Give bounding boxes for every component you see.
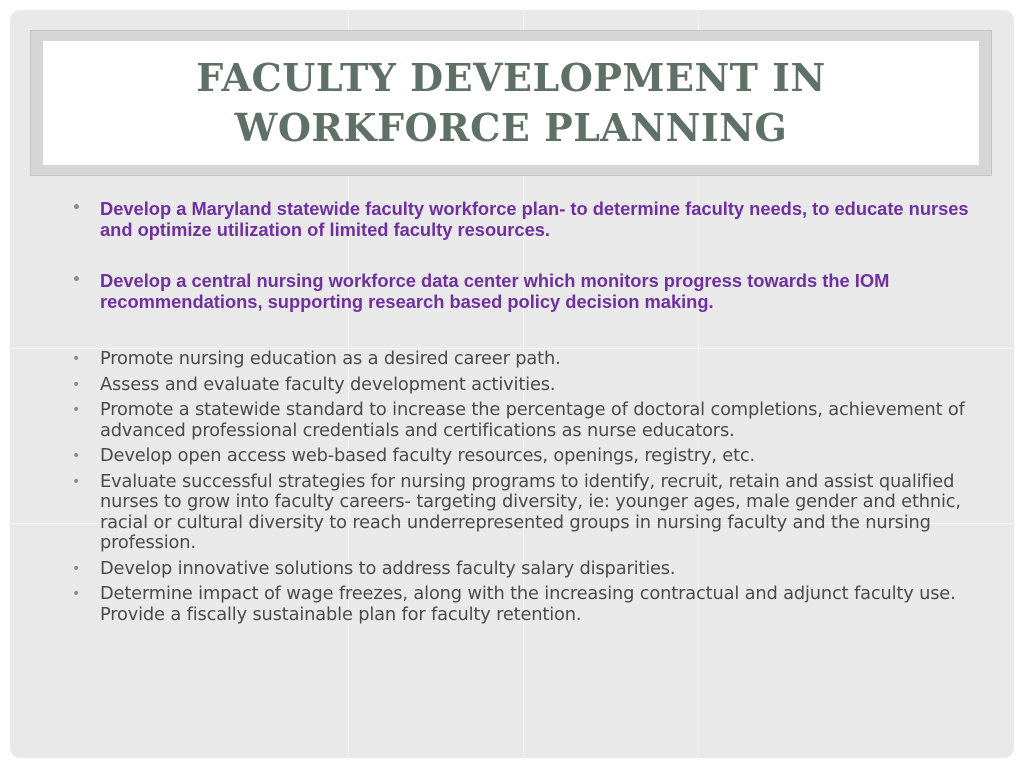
- title-box: [43, 41, 979, 165]
- secondary-bullet-item: [70, 400, 980, 441]
- slide-title-line-2: WORKFORCE PLANNING: [234, 105, 788, 150]
- bullet-icon: •: [72, 376, 81, 393]
- slide-content: [70, 198, 980, 630]
- secondary-bullet-item: [70, 349, 980, 370]
- primary-bullet-list: [70, 198, 980, 312]
- secondary-bullet-text: Assess and evaluate faculty development activities.: [100, 373, 556, 395]
- primary-bullet-item: [70, 270, 980, 312]
- secondary-bullet-text: Determine impact of wage freezes, along with the increasing contractual and adjunct faculty use. Provide a fiscally sustainable plan for faculty retention.: [100, 583, 956, 625]
- bullet-icon: •: [72, 402, 81, 418]
- secondary-bullet-list: [70, 349, 980, 625]
- bullet-icon: •: [72, 200, 81, 216]
- bullet-icon: •: [72, 272, 81, 288]
- title-frame: [30, 30, 992, 176]
- primary-bullet-item: [70, 198, 980, 240]
- secondary-bullet-text: Promote a statewide standard to increase the percentage of doctoral completions, achievement of advanced professional credentials and certifications as nurse educators.: [100, 399, 965, 441]
- primary-bullet-text: Develop a central nursing workforce data center which monitors progress towards the IOM recommendations, supporting research based policy decision making.: [100, 270, 890, 312]
- secondary-bullet-item: [70, 472, 980, 554]
- secondary-bullet-text: Evaluate successful strategies for nursing programs to identify, recruit, retain and assist qualified nurses to grow into faculty careers- targeting diversity, ie: younger ages, male gender and ethnic, racial or cultural diversity to reach underrepresented groups in nursing faculty and the nursing profession.: [100, 470, 961, 553]
- primary-bullet-text: Develop a Maryland statewide faculty workforce plan- to determine faculty needs, to educate nurses and optimize utilization of limited faculty resources.: [100, 198, 969, 240]
- secondary-bullet-text: Promote nursing education as a desired career path.: [100, 348, 561, 369]
- bullet-icon: •: [72, 351, 81, 367]
- bullet-icon: •: [72, 560, 81, 577]
- secondary-bullet-item: [70, 446, 980, 467]
- slide: [10, 10, 1014, 758]
- secondary-bullet-item: [70, 559, 980, 580]
- bullet-icon: •: [72, 473, 81, 490]
- secondary-bullet-item: [70, 375, 980, 396]
- slide-title-line-1: FACULTY DEVELOPMENT IN: [196, 55, 826, 100]
- bullet-icon: •: [72, 586, 81, 602]
- bullet-icon: •: [72, 448, 81, 464]
- secondary-bullet-item: [70, 584, 980, 625]
- secondary-bullet-text: Develop open access web-based faculty resources, openings, registry, etc.: [100, 445, 756, 466]
- secondary-bullet-text: Develop innovative solutions to address faculty salary disparities.: [100, 557, 676, 579]
